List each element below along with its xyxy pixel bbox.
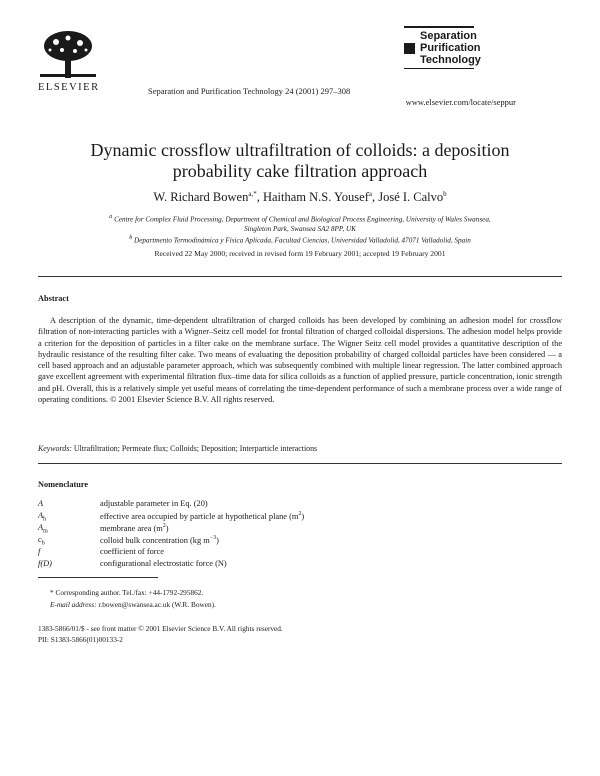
abstract-heading: Abstract xyxy=(38,294,69,303)
email-label: E-mail address: xyxy=(50,600,97,609)
divider xyxy=(38,463,562,464)
journal-citation: Separation and Purification Technology 24 (2001) 297–308 xyxy=(148,86,351,96)
affiliation-b: $^b$ Departmento Termodinámica y Física Aplicada, Facultad Ciencias, Universidad Valladolid, 47071 Valladolid, Spain xyxy=(129,235,471,245)
author-name: Haitham N.S. Yousef xyxy=(262,190,369,205)
article-title xyxy=(0,140,600,182)
pii-line: PII: S1383-5866(01)00133-2 xyxy=(38,635,123,644)
email-address[interactable]: r.bowen@swansea.ac.uk (W.R. Bowen). xyxy=(98,600,216,609)
publisher-name: ELSEVIER xyxy=(38,82,100,93)
brand-line-3: Technology xyxy=(420,54,481,66)
nomenclature-entry: $A_m$ membrane area $(m^2)$ xyxy=(38,523,169,535)
nomenclature-entry: f coefficient of force xyxy=(38,547,165,556)
title-line-1: Dynamic crossflow ultrafiltration of colloids: a deposition xyxy=(90,140,510,160)
elsevier-tree-logo xyxy=(38,28,98,80)
nomenclature-entry: $c_b$ colloid bulk concentration (kg $m^{-3}$) xyxy=(38,535,219,547)
abstract-text: A description of the dynamic, time-dependent ultrafiltration of charged colloids has been developed by combining an adhesion model for crossflow filtration of non-interacting particles with a Wigner–Seitz cell model for frontal filtration of charged colloidal dispersions. The adhesion model helps provide a criterion for the deposition of particles in a filter cake on the membrane surface. The Wigner Seitz cell model provides a quantitative description of the hydraulic resistance of the resulting filter cake. Two means of evaluating the deposition probability of charged colloidal particles have been considered — a cell based approach and an adjustable parameter approach, which was subsequently combined with multiple linear regression. The latter combined approach gave excellent agreement with experimental filtration flux–time data for silica colloids as a function of applied pressure, particle concentration, ionic strength and pH. Overall, this is a relatively simple yet useful means of correlating the time-dependent performance of such a membrane process over a wide range of operating conditions. © 2001 Elsevier Science B.V. All rights reserved. xyxy=(38,316,562,405)
author-mark: a,* xyxy=(248,190,257,198)
author-name: W. Richard Bowen xyxy=(153,190,249,205)
brand-line-1: Separation xyxy=(420,30,477,42)
nomenclature-entry: f(D) configurational electrostatic force (N) xyxy=(38,559,227,568)
author-list: W. Richard Bowen$^{a,*}$, Haitham N.S. Yousef$^a$, José I. Calvo$^b$ xyxy=(153,190,447,205)
nomenclature-entry: A adjustable parameter in Eq. (20) xyxy=(38,499,208,508)
author-mark: a xyxy=(368,190,372,198)
affiliation-a: $^a$ Centre for Complex Fluid Processing, Department of Chemical and Biological Process Engineering, University of Wales Swansea, Singleton Park, Swansea SA2 8PP, UK xyxy=(109,214,491,234)
journal-url[interactable]: www.elsevier.com/locate/seppur xyxy=(405,97,516,107)
brand-square-icon xyxy=(404,43,415,54)
issn-line: 1383-5866/01/$ - see front matter © 2001 Elsevier Science B.V. All rights reserved. xyxy=(38,624,283,633)
divider xyxy=(38,276,562,277)
footnote-divider xyxy=(38,577,158,578)
nomenclature-heading: Nomenclature xyxy=(38,480,89,489)
keywords-list: Ultrafiltration; Permeate flux; Colloids; Deposition; Interparticle interactions xyxy=(73,444,318,453)
keywords-label: Keywords: xyxy=(38,444,72,453)
received-dates: Received 22 May 2000; received in revised form 19 February 2001; accepted 19 February 2001 xyxy=(154,249,446,258)
journal-brand xyxy=(404,26,481,70)
title-line-2: probability cake filtration approach xyxy=(172,161,428,181)
keywords xyxy=(38,444,317,453)
author-mark: b xyxy=(443,190,447,198)
brand-line-2: Purification xyxy=(420,42,481,54)
nomenclature-entry: $A_h$ effective area occupied by particle at hypothetical plane $(m^2)$ xyxy=(38,511,305,523)
email-note xyxy=(50,600,216,609)
corresponding-author-note: * Corresponding author. Tel./fax: +44-1792-295862. xyxy=(50,588,204,597)
author-name: José I. Calvo xyxy=(378,190,444,205)
